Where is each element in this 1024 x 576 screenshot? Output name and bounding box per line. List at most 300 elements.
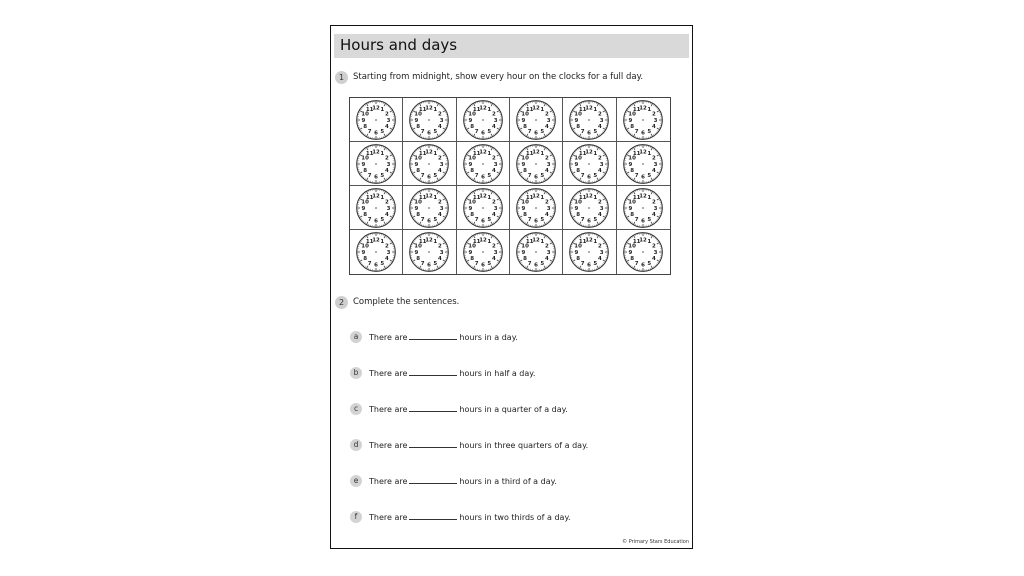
clock-numeral: 7 bbox=[421, 260, 426, 267]
clock-numeral: 9 bbox=[628, 117, 633, 124]
clock-numeral: 3 bbox=[440, 249, 444, 256]
clock-numeral: 2 bbox=[491, 111, 496, 118]
clock-numeral: 11 bbox=[579, 238, 587, 245]
clock-numeral: 11 bbox=[579, 194, 587, 201]
sentence-prefix: There are bbox=[369, 513, 408, 522]
clock-numeral: 6 bbox=[427, 173, 432, 180]
clock-face bbox=[462, 231, 504, 273]
clock-numeral: 11 bbox=[419, 150, 427, 157]
clock-numeral: 12 bbox=[585, 237, 594, 244]
clock-numeral: 2 bbox=[438, 111, 443, 118]
clock-numeral: 1 bbox=[647, 194, 652, 201]
clock-numeral: 6 bbox=[480, 217, 485, 224]
sentence-suffix: hours in a third of a day. bbox=[459, 477, 557, 486]
clock-numeral: 8 bbox=[363, 256, 368, 263]
clock-numeral: 6 bbox=[534, 217, 539, 224]
clock-numeral: 7 bbox=[367, 260, 372, 267]
clock-face bbox=[355, 99, 397, 141]
clock-numeral: 6 bbox=[534, 129, 539, 136]
clock-numeral: 10 bbox=[468, 111, 476, 118]
clock-cell[interactable] bbox=[617, 98, 670, 142]
clock-numeral: 2 bbox=[491, 199, 496, 206]
clock-numeral: 12 bbox=[372, 237, 380, 244]
clock-face bbox=[515, 231, 557, 273]
sentence-letter: c bbox=[350, 403, 362, 415]
clock-numeral: 6 bbox=[587, 173, 592, 180]
clock-numeral: 9 bbox=[468, 161, 473, 168]
clock-numeral: 7 bbox=[635, 128, 639, 135]
clock-numeral: 6 bbox=[641, 262, 646, 269]
clock-numeral: 3 bbox=[386, 117, 391, 124]
clock-numeral: 3 bbox=[546, 117, 551, 124]
clock-numeral: 2 bbox=[545, 111, 549, 118]
clock-numeral: 1 bbox=[487, 150, 492, 157]
clock-numeral: 4 bbox=[385, 123, 389, 130]
clock-numeral: 1 bbox=[380, 150, 385, 157]
clock-numeral: 2 bbox=[652, 111, 657, 118]
clock-cell[interactable] bbox=[563, 186, 616, 230]
clock-numeral: 12 bbox=[532, 104, 540, 111]
sentence-letter: f bbox=[350, 511, 362, 523]
clock-numeral: 10 bbox=[521, 199, 530, 206]
clock-numeral: 5 bbox=[487, 172, 492, 179]
clock-numeral: 11 bbox=[419, 194, 427, 201]
clock-face bbox=[515, 143, 557, 185]
clock-numeral: 7 bbox=[527, 260, 532, 267]
clock-numeral: 12 bbox=[479, 104, 487, 111]
clock-numeral: 11 bbox=[526, 106, 534, 113]
clock-cell[interactable] bbox=[510, 230, 563, 274]
clock-numeral: 4 bbox=[545, 256, 549, 263]
clock-numeral: 11 bbox=[526, 150, 534, 157]
clock-face bbox=[568, 231, 610, 273]
clock-numeral: 5 bbox=[380, 260, 385, 267]
clock-numeral: 9 bbox=[574, 117, 579, 124]
clock-numeral: 8 bbox=[630, 256, 635, 263]
clock-numeral: 3 bbox=[440, 205, 444, 212]
clock-numeral: 3 bbox=[386, 249, 391, 256]
clock-numeral: 2 bbox=[545, 243, 549, 250]
clock-numeral: 6 bbox=[587, 217, 592, 224]
clock-numeral: 6 bbox=[641, 173, 646, 180]
clock-numeral: 10 bbox=[361, 199, 370, 206]
clock-cell[interactable] bbox=[350, 230, 403, 274]
clock-numeral: 11 bbox=[472, 194, 481, 201]
clock-numeral: 9 bbox=[414, 117, 419, 124]
clock-numeral: 11 bbox=[526, 194, 534, 201]
clock-numeral: 10 bbox=[574, 155, 583, 162]
clock-numeral: 7 bbox=[421, 216, 426, 223]
clock-numeral: 6 bbox=[427, 217, 432, 224]
clock-numeral: 2 bbox=[438, 155, 443, 162]
clock-numeral: 6 bbox=[427, 262, 432, 269]
clock-numeral: 8 bbox=[470, 256, 474, 263]
clock-cell[interactable] bbox=[510, 186, 563, 230]
answer-blank[interactable] bbox=[409, 476, 457, 484]
clock-numeral: 12 bbox=[585, 148, 594, 155]
question-2-text: Complete the sentences. bbox=[353, 297, 460, 307]
clock-cell[interactable] bbox=[457, 142, 510, 186]
clock-numeral: 1 bbox=[433, 150, 438, 157]
clock-numeral: 12 bbox=[479, 237, 487, 244]
clock-numeral: 7 bbox=[581, 260, 586, 267]
clock-cell[interactable] bbox=[350, 98, 403, 142]
clock-numeral: 8 bbox=[363, 167, 368, 174]
clock-numeral: 1 bbox=[593, 150, 598, 157]
clock-cell[interactable] bbox=[563, 230, 616, 274]
sentence-row bbox=[369, 404, 568, 414]
clock-numeral: 9 bbox=[521, 117, 526, 124]
clock-numeral: 4 bbox=[438, 123, 443, 130]
clock-numeral: 11 bbox=[633, 106, 641, 113]
clock-numeral: 5 bbox=[487, 128, 492, 135]
clock-numeral: 8 bbox=[576, 211, 581, 218]
clock-numeral: 9 bbox=[521, 161, 526, 168]
clock-numeral: 4 bbox=[652, 256, 657, 263]
clock-numeral: 2 bbox=[598, 243, 603, 250]
clock-numeral: 8 bbox=[470, 123, 474, 130]
clock-numeral: 10 bbox=[414, 243, 423, 250]
clock-numeral: 10 bbox=[574, 111, 583, 118]
clock-numeral: 5 bbox=[647, 172, 652, 179]
clock-numeral: 7 bbox=[581, 216, 586, 223]
sentence-suffix: hours in three quarters of a day. bbox=[459, 441, 589, 450]
clock-numeral: 2 bbox=[385, 111, 389, 118]
clock-cell[interactable] bbox=[350, 142, 403, 186]
clock-numeral: 3 bbox=[546, 249, 551, 256]
clock-numeral: 3 bbox=[493, 249, 498, 256]
clock-numeral: 4 bbox=[598, 167, 603, 174]
clock-numeral: 10 bbox=[361, 155, 370, 162]
clock-numeral: 2 bbox=[598, 155, 603, 162]
clock-numeral: 1 bbox=[380, 106, 385, 113]
clock-cell[interactable] bbox=[403, 142, 456, 186]
clock-face bbox=[408, 99, 450, 141]
clock-numeral: 8 bbox=[523, 211, 528, 218]
clock-numeral: 11 bbox=[366, 238, 374, 245]
clock-cell[interactable] bbox=[617, 142, 670, 186]
clock-face bbox=[622, 231, 664, 273]
clock-numeral: 6 bbox=[587, 129, 592, 136]
clock-face bbox=[462, 143, 504, 185]
clock-numeral: 8 bbox=[630, 123, 635, 130]
clock-numeral: 10 bbox=[521, 243, 530, 250]
clock-cell[interactable] bbox=[563, 98, 616, 142]
clock-face bbox=[408, 231, 450, 273]
clock-numeral: 6 bbox=[480, 129, 485, 136]
clock-numeral: 4 bbox=[545, 211, 549, 218]
clock-numeral: 11 bbox=[633, 150, 641, 157]
clock-numeral: 2 bbox=[438, 243, 443, 250]
clock-numeral: 11 bbox=[419, 106, 427, 113]
clock-numeral: 5 bbox=[593, 128, 598, 135]
clock-numeral: 8 bbox=[576, 123, 581, 130]
sentence-suffix: hours in a day. bbox=[459, 333, 518, 342]
clock-numeral: 7 bbox=[635, 172, 639, 179]
sentence-prefix: There are bbox=[369, 369, 408, 378]
clock-numeral: 11 bbox=[579, 150, 587, 157]
clock-face bbox=[408, 187, 450, 229]
clock-numeral: 2 bbox=[652, 199, 657, 206]
clock-numeral: 7 bbox=[474, 128, 479, 135]
clock-numeral: 1 bbox=[593, 106, 598, 113]
clock-numeral: 12 bbox=[425, 192, 434, 199]
clock-numeral: 3 bbox=[440, 161, 444, 168]
clock-numeral: 8 bbox=[523, 123, 528, 130]
clock-numeral: 11 bbox=[633, 238, 641, 245]
clock-numeral: 5 bbox=[433, 260, 438, 267]
clock-numeral: 1 bbox=[380, 238, 385, 245]
clock-numeral: 1 bbox=[593, 238, 598, 245]
clock-numeral: 4 bbox=[491, 167, 496, 174]
clock-numeral: 11 bbox=[366, 150, 374, 157]
clock-numeral: 4 bbox=[438, 167, 443, 174]
clock-cell[interactable] bbox=[457, 98, 510, 142]
clock-numeral: 5 bbox=[380, 128, 385, 135]
clock-numeral: 1 bbox=[540, 150, 545, 157]
sentence-letter: b bbox=[350, 367, 362, 379]
clock-numeral: 5 bbox=[593, 260, 598, 267]
clock-numeral: 6 bbox=[480, 173, 485, 180]
clock-numeral: 7 bbox=[474, 216, 479, 223]
clock-numeral: 8 bbox=[576, 167, 581, 174]
clock-face bbox=[568, 99, 610, 141]
clock-numeral: 12 bbox=[479, 192, 487, 199]
sentence-row bbox=[369, 368, 535, 378]
clock-numeral: 2 bbox=[598, 199, 603, 206]
clock-numeral: 9 bbox=[628, 205, 633, 212]
clock-face bbox=[462, 187, 504, 229]
clock-cell[interactable] bbox=[617, 230, 670, 274]
clock-numeral: 9 bbox=[521, 205, 526, 212]
sentence-letter: a bbox=[350, 331, 362, 343]
clock-numeral: 4 bbox=[652, 123, 657, 130]
clock-numeral: 5 bbox=[380, 172, 385, 179]
clock-numeral: 7 bbox=[581, 172, 586, 179]
clock-cell[interactable] bbox=[617, 186, 670, 230]
clock-numeral: 1 bbox=[433, 194, 438, 201]
clock-cell[interactable] bbox=[403, 98, 456, 142]
clock-numeral: 9 bbox=[468, 205, 473, 212]
clock-numeral: 4 bbox=[385, 211, 389, 218]
clock-numeral: 5 bbox=[647, 128, 652, 135]
sentence-prefix: There are bbox=[369, 333, 408, 342]
clock-cell[interactable] bbox=[403, 186, 456, 230]
clock-numeral: 9 bbox=[574, 249, 579, 256]
clock-numeral: 1 bbox=[380, 194, 385, 201]
title-bar bbox=[334, 34, 689, 58]
clock-numeral: 4 bbox=[491, 123, 496, 130]
clock-numeral: 10 bbox=[468, 155, 476, 162]
clock-numeral: 2 bbox=[385, 243, 389, 250]
clock-numeral: 7 bbox=[421, 172, 426, 179]
clock-numeral: 12 bbox=[532, 237, 540, 244]
clock-cell[interactable] bbox=[403, 230, 456, 274]
clock-numeral: 1 bbox=[487, 238, 492, 245]
clock-numeral: 6 bbox=[480, 262, 485, 269]
clock-numeral: 9 bbox=[574, 205, 579, 212]
clock-numeral: 9 bbox=[361, 249, 366, 256]
clock-numeral: 1 bbox=[433, 238, 438, 245]
clock-numeral: 3 bbox=[600, 117, 604, 124]
clock-numeral: 10 bbox=[521, 155, 530, 162]
clock-numeral: 11 bbox=[633, 194, 641, 201]
clock-numeral: 9 bbox=[361, 161, 366, 168]
clock-cell[interactable] bbox=[350, 186, 403, 230]
clock-cell[interactable] bbox=[510, 142, 563, 186]
question-1-number: 1 bbox=[335, 71, 348, 84]
clock-numeral: 4 bbox=[491, 256, 496, 263]
clock-numeral: 6 bbox=[374, 262, 379, 269]
clock-numeral: 4 bbox=[385, 167, 389, 174]
clock-numeral: 5 bbox=[593, 216, 598, 223]
clock-numeral: 10 bbox=[414, 111, 423, 118]
clock-numeral: 4 bbox=[438, 256, 443, 263]
clock-numeral: 7 bbox=[527, 172, 532, 179]
clock-face bbox=[568, 143, 610, 185]
clock-numeral: 9 bbox=[468, 117, 473, 124]
clock-numeral: 11 bbox=[526, 238, 534, 245]
clock-numeral: 8 bbox=[470, 211, 474, 218]
clock-numeral: 3 bbox=[654, 249, 658, 256]
clock-numeral: 10 bbox=[414, 199, 423, 206]
clock-numeral: 3 bbox=[600, 161, 604, 168]
answer-blank[interactable] bbox=[409, 368, 457, 376]
clock-face bbox=[355, 231, 397, 273]
clock-numeral: 8 bbox=[363, 211, 368, 218]
clock-numeral: 12 bbox=[639, 192, 648, 199]
clock-face bbox=[515, 187, 557, 229]
clock-numeral: 3 bbox=[654, 205, 658, 212]
clock-numeral: 9 bbox=[628, 161, 633, 168]
sentence-prefix: There are bbox=[369, 441, 408, 450]
answer-blank[interactable] bbox=[409, 440, 457, 448]
clock-numeral: 9 bbox=[628, 249, 633, 256]
clock-numeral: 12 bbox=[372, 104, 380, 111]
clock-numeral: 11 bbox=[366, 106, 374, 113]
clock-numeral: 7 bbox=[527, 216, 532, 223]
sentence-row bbox=[369, 512, 571, 522]
clock-numeral: 11 bbox=[472, 238, 481, 245]
clock-cell[interactable] bbox=[457, 230, 510, 274]
clock-numeral: 9 bbox=[521, 249, 526, 256]
clock-numeral: 5 bbox=[433, 216, 438, 223]
sentence-suffix: hours in two thirds of a day. bbox=[459, 513, 571, 522]
clock-numeral: 6 bbox=[641, 129, 646, 136]
clock-numeral: 2 bbox=[652, 243, 657, 250]
clock-cell[interactable] bbox=[457, 186, 510, 230]
clock-numeral: 7 bbox=[367, 128, 372, 135]
clock-numeral: 11 bbox=[419, 238, 427, 245]
clock-cell[interactable] bbox=[510, 98, 563, 142]
clock-numeral: 6 bbox=[374, 217, 379, 224]
clock-numeral: 6 bbox=[374, 129, 379, 136]
clock-numeral: 12 bbox=[372, 192, 380, 199]
answer-blank[interactable] bbox=[409, 512, 457, 520]
clock-numeral: 12 bbox=[639, 237, 648, 244]
clock-face bbox=[622, 187, 664, 229]
sentence-prefix: There are bbox=[369, 477, 408, 486]
sentence-suffix: hours in half a day. bbox=[459, 369, 536, 378]
clock-numeral: 12 bbox=[372, 148, 380, 155]
clock-numeral: 5 bbox=[433, 128, 438, 135]
clock-numeral: 11 bbox=[472, 150, 481, 157]
clock-numeral: 7 bbox=[635, 216, 639, 223]
clock-face bbox=[355, 187, 397, 229]
page-title: Hours and days bbox=[340, 36, 458, 54]
clock-numeral: 4 bbox=[491, 211, 496, 218]
clock-numeral: 9 bbox=[414, 249, 419, 256]
clock-numeral: 12 bbox=[585, 192, 594, 199]
clock-numeral: 4 bbox=[598, 211, 603, 218]
clock-numeral: 12 bbox=[639, 148, 648, 155]
clock-numeral: 12 bbox=[585, 104, 594, 111]
clock-numeral: 7 bbox=[474, 172, 479, 179]
clock-numeral: 12 bbox=[425, 148, 434, 155]
clock-numeral: 2 bbox=[385, 155, 389, 162]
clock-numeral: 12 bbox=[479, 148, 487, 155]
worksheet-page bbox=[330, 25, 693, 549]
question-2-number: 2 bbox=[335, 296, 348, 309]
clock-numeral: 5 bbox=[540, 172, 545, 179]
clock-numeral: 12 bbox=[425, 104, 434, 111]
clock-numeral: 3 bbox=[386, 161, 391, 168]
clock-numeral: 9 bbox=[361, 117, 366, 124]
clock-numeral: 2 bbox=[491, 243, 496, 250]
clock-numeral: 1 bbox=[647, 150, 652, 157]
answer-blank[interactable] bbox=[409, 332, 457, 340]
clock-numeral: 1 bbox=[433, 106, 438, 113]
clock-numeral: 8 bbox=[630, 167, 635, 174]
clock-numeral: 1 bbox=[647, 238, 652, 245]
answer-blank[interactable] bbox=[409, 404, 457, 412]
clock-face bbox=[355, 143, 397, 185]
clock-cell[interactable] bbox=[563, 142, 616, 186]
clock-numeral: 8 bbox=[630, 211, 635, 218]
question-1-text: Starting from midnight, show every hour on the clocks for a full day. bbox=[353, 72, 644, 82]
clock-numeral: 10 bbox=[574, 243, 583, 250]
clock-numeral: 6 bbox=[587, 262, 592, 269]
clock-face bbox=[568, 187, 610, 229]
clock-numeral: 5 bbox=[540, 260, 545, 267]
clock-numeral: 11 bbox=[366, 194, 374, 201]
clock-numeral: 8 bbox=[416, 123, 421, 130]
clock-face bbox=[462, 99, 504, 141]
clock-numeral: 8 bbox=[576, 256, 581, 263]
sentence-prefix: There are bbox=[369, 405, 408, 414]
clock-face bbox=[408, 143, 450, 185]
clock-numeral: 3 bbox=[654, 117, 658, 124]
clock-numeral: 10 bbox=[414, 155, 423, 162]
copyright-footer: © Primary Stars Education bbox=[622, 539, 689, 545]
clock-numeral: 5 bbox=[593, 172, 598, 179]
clock-numeral: 4 bbox=[385, 256, 389, 263]
clock-numeral: 1 bbox=[647, 106, 652, 113]
clock-numeral: 1 bbox=[487, 106, 492, 113]
clock-numeral: 9 bbox=[414, 205, 419, 212]
clock-numeral: 5 bbox=[540, 216, 545, 223]
clock-numeral: 5 bbox=[433, 172, 438, 179]
clock-numeral: 6 bbox=[534, 262, 539, 269]
sentence-row bbox=[369, 332, 518, 342]
clock-numeral: 12 bbox=[425, 237, 434, 244]
sentence-letter: d bbox=[350, 439, 362, 451]
clock-numeral: 2 bbox=[598, 111, 603, 118]
clock-numeral: 1 bbox=[593, 194, 598, 201]
clock-face bbox=[515, 99, 557, 141]
clock-numeral: 10 bbox=[361, 111, 370, 118]
clock-numeral: 7 bbox=[581, 128, 586, 135]
